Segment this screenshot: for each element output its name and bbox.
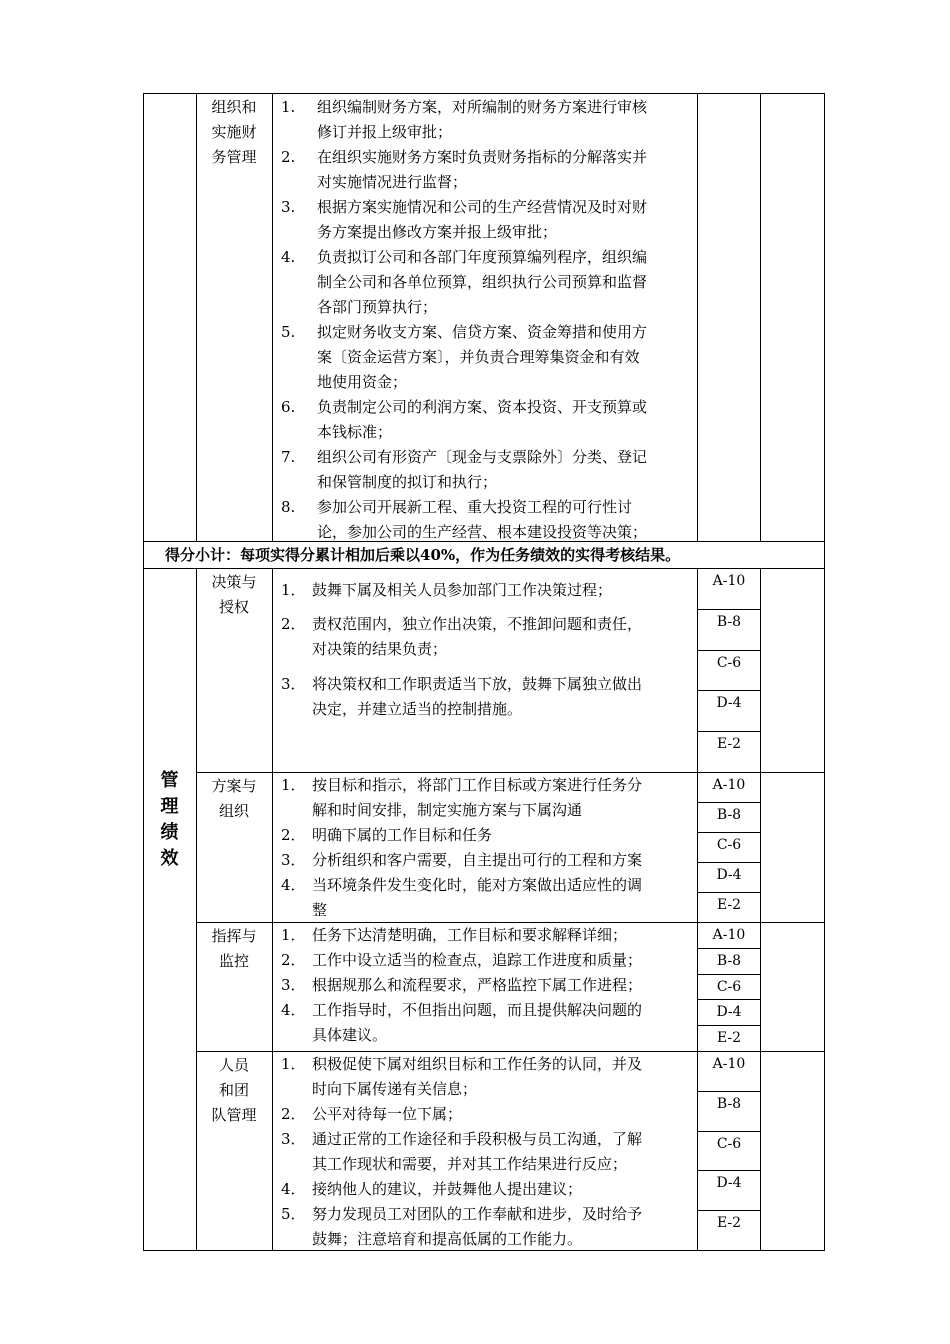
item-text: 务方案提出修改方案并报上级审批； <box>317 223 558 241</box>
table-border-v <box>272 568 273 1251</box>
category-label-char: 理 <box>160 796 179 817</box>
item-text: 积极促使下属对组织目标和工作任务的认同，并及 <box>312 1055 643 1073</box>
subcategory-label: 组织和 <box>211 98 257 116</box>
grade-option: E-2 <box>716 897 742 913</box>
item-number: 1． <box>281 776 306 794</box>
item-number: 2. <box>281 148 296 166</box>
grade-option: C-6 <box>716 979 742 995</box>
item-text: 按目标和指示，将部门工作目标或方案进行任务分 <box>312 776 643 794</box>
table-border-v <box>196 568 197 1251</box>
category-label-char: 绩 <box>160 822 179 843</box>
item-number: 2． <box>281 826 306 844</box>
item-text: 具体建议。 <box>312 1026 388 1044</box>
table-border-h <box>143 93 825 94</box>
grade-option: D-4 <box>716 1004 742 1020</box>
item-text: 负责制定公司的利润方案、资本投资、开支预算或 <box>317 398 648 416</box>
subcategory-label: 方案与 <box>211 777 257 795</box>
item-number: 4． <box>281 1001 306 1019</box>
item-number: 3. <box>281 198 296 216</box>
grade-option: E-2 <box>716 1030 742 1046</box>
item-text: 根据方案实施情况和公司的生产经营情况及时对财 <box>317 198 648 216</box>
item-text: 论，参加公司的生产经营、根本建设投资等决策； <box>317 523 648 541</box>
item-text: 将决策权和工作职责适当下放，鼓舞下属独立做出 <box>312 675 643 693</box>
summary-text: 得分小计：每项实得分累计相加后乘以40%，作为任务绩效的实得考核结果。 <box>165 546 681 564</box>
item-text: 和保管制度的拟订和执行； <box>317 473 498 491</box>
subcategory-label: 务管理 <box>211 148 257 166</box>
item-number: 1. <box>281 98 296 116</box>
item-number: 3． <box>281 1130 306 1148</box>
subcategory-label: 实施财 <box>211 123 257 141</box>
grade-option: E-2 <box>716 1215 742 1231</box>
item-text: 解和时间安排，制定实施方案与下属沟通 <box>312 801 583 819</box>
category-label-char: 效 <box>160 848 179 869</box>
item-number: 2． <box>281 615 306 633</box>
item-number: 3． <box>281 851 306 869</box>
item-text: 努力发现员工对团队的工作奉献和进步，及时给予 <box>312 1205 643 1223</box>
item-text: 分析组织和客户需要，自主提出可行的工程和方案 <box>312 851 643 869</box>
grade-option: B-8 <box>716 953 742 969</box>
item-text: 其工作现状和需要，并对其工作结果进行反应； <box>312 1155 628 1173</box>
subcategory-label: 指挥与 <box>211 927 257 945</box>
item-text: 各部门预算执行； <box>317 298 438 316</box>
item-number: 5. <box>281 323 296 341</box>
item-number: 4. <box>281 248 296 266</box>
item-text: 参加公司开展新工程、重大投资工程的可行性讨 <box>317 498 633 516</box>
grade-option: A-10 <box>712 777 746 793</box>
item-text: 修订并报上级审批； <box>317 123 453 141</box>
item-text: 组织编制财务方案，对所编制的财务方案进行审核 <box>317 98 648 116</box>
grade-option: A-10 <box>712 573 746 589</box>
item-text: 时向下属传递有关信息； <box>312 1080 478 1098</box>
item-number: 3． <box>281 675 306 693</box>
table-border-v <box>824 93 825 1251</box>
item-text: 对实施情况进行监督； <box>317 173 468 191</box>
item-number: 5． <box>281 1205 306 1223</box>
item-number: 6. <box>281 398 296 416</box>
item-number: 2． <box>281 951 306 969</box>
subcategory-label: 队管理 <box>211 1106 257 1124</box>
grade-option: B-8 <box>716 614 742 630</box>
subcategory-label: 监控 <box>218 952 249 970</box>
grade-option: B-8 <box>716 807 742 823</box>
item-text: 本钱标准； <box>317 423 393 441</box>
item-text: 明确下属的工作目标和任务 <box>312 826 493 844</box>
item-text: 根据规那么和流程要求，严格监控下属工作进程； <box>312 976 643 994</box>
item-number: 7. <box>281 448 296 466</box>
grade-option: C-6 <box>716 837 742 853</box>
item-text: 鼓舞；注意培育和提高低属的工作能力。 <box>312 1230 583 1248</box>
subcategory-label: 组织 <box>218 802 249 820</box>
item-text: 决定，并建立适当的控制措施。 <box>312 700 523 718</box>
subcategory-label: 和团 <box>218 1081 249 1099</box>
item-number: 3． <box>281 976 306 994</box>
category-label-char: 管 <box>160 770 179 791</box>
item-text: 鼓舞下属及相关人员参加部门工作决策过程； <box>312 581 613 599</box>
subcategory-label: 决策与 <box>211 573 257 591</box>
table-border-v <box>272 93 273 542</box>
item-text: 整 <box>312 901 328 919</box>
subcategory-label: 人员 <box>218 1056 249 1074</box>
item-text: 公平对待每一位下属； <box>312 1105 463 1123</box>
item-text: 责权范围内，独立作出决策，不推卸问题和责任， <box>312 615 643 633</box>
grade-option: D-4 <box>716 1175 742 1191</box>
item-text: 接纳他人的建议，并鼓舞他人提出建议； <box>312 1180 583 1198</box>
table-border-v <box>760 93 761 542</box>
grade-option: D-4 <box>716 867 742 883</box>
item-text: 工作中设立适当的检查点，追踪工作进度和质量； <box>312 951 643 969</box>
grade-option: A-10 <box>712 1056 746 1072</box>
item-number: 2． <box>281 1105 306 1123</box>
item-number: 8. <box>281 498 296 516</box>
item-text: 通过正常的工作途径和手段积极与员工沟通，了解 <box>312 1130 643 1148</box>
item-number: 1． <box>281 1055 306 1073</box>
item-text: 当环境条件发生变化时，能对方案做出适应性的调 <box>312 876 643 894</box>
item-text: 地使用资金； <box>317 373 408 391</box>
item-text: 任务下达清楚明确，工作目标和要求解释详细； <box>312 926 628 944</box>
table-border-v <box>697 93 698 542</box>
item-number: 1． <box>281 926 306 944</box>
subcategory-label: 授权 <box>218 598 249 616</box>
item-text: 案〔资金运营方案〕，并负责合理筹集资金和有效 <box>317 348 640 366</box>
grade-option: E-2 <box>716 736 742 752</box>
item-text: 制全公司和各单位预算，组织执行公司预算和监督 <box>317 273 648 291</box>
item-text: 对决策的结果负责； <box>312 640 448 658</box>
item-text: 负责拟订公司和各部门年度预算编列程序，组织编 <box>317 248 648 266</box>
table-border-v <box>760 568 761 1251</box>
grade-option: B-8 <box>716 1096 742 1112</box>
item-number: 1． <box>281 581 306 599</box>
grade-option: A-10 <box>712 927 746 943</box>
item-number: 4． <box>281 1180 306 1198</box>
grade-option: D-4 <box>716 695 742 711</box>
item-text: 工作指导时，不但指出问题，而且提供解决问题的 <box>312 1001 643 1019</box>
item-text: 拟定财务收支方案、信贷方案、资金筹措和使用方 <box>317 323 648 341</box>
grade-option: C-6 <box>716 1136 742 1152</box>
item-text: 在组织实施财务方案时负责财务指标的分解落实并 <box>317 148 648 166</box>
table-border-v <box>143 93 144 1251</box>
grade-option: C-6 <box>716 655 742 671</box>
item-number: 4． <box>281 876 306 894</box>
item-text: 组织公司有形资产〔现金与支票除外〕分类、登记 <box>317 448 648 466</box>
